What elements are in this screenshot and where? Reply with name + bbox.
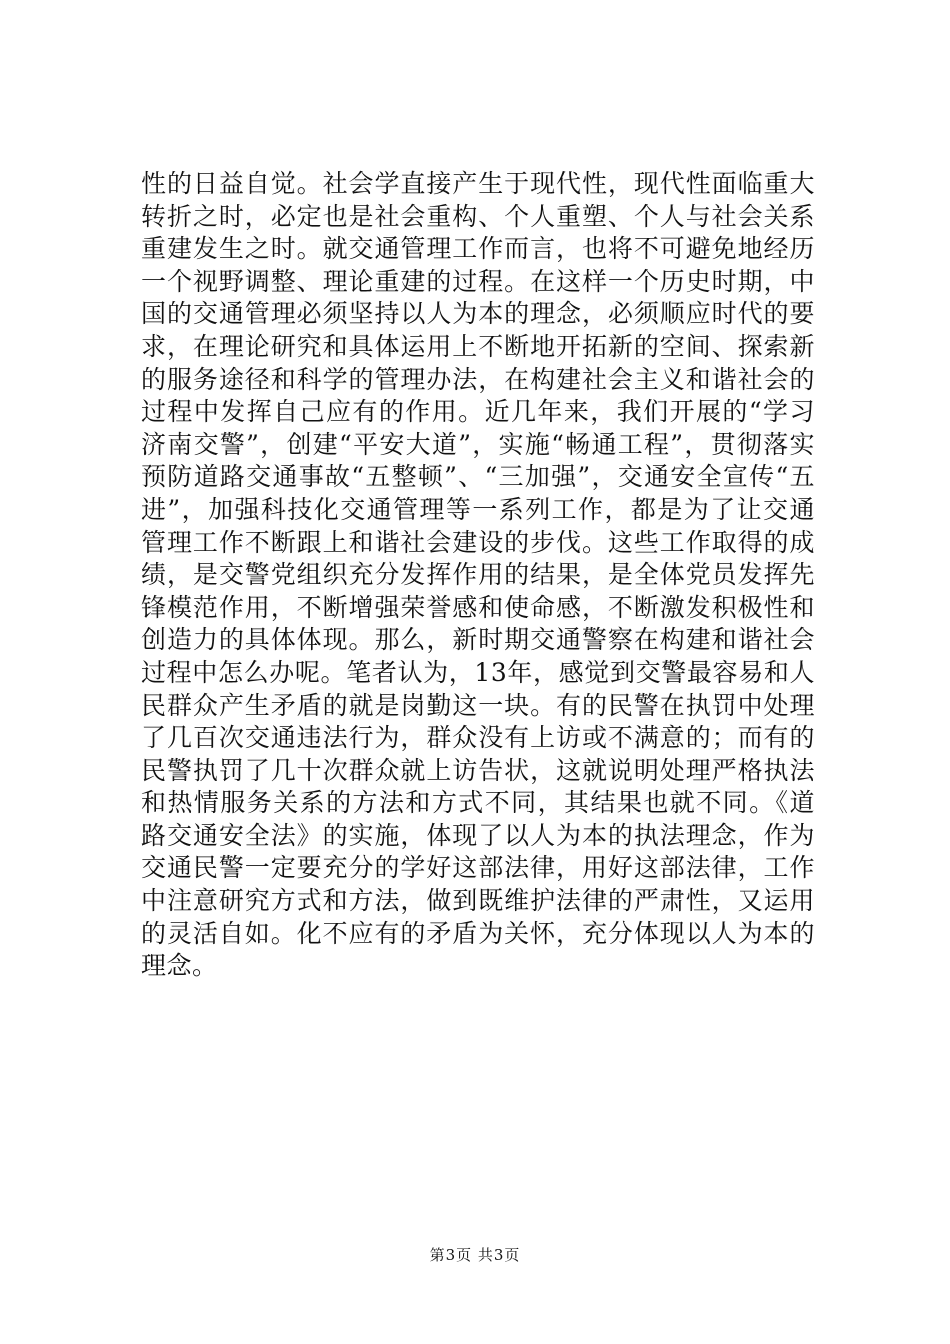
page-number-footer: 第3页 共3页 — [429, 1246, 521, 1264]
body-paragraph: 性的日益自觉。社会学直接产生于现代性，现代性面临重大转折之时，必定也是社会重构、个人重塑、个人与社会关系重建发生之时。就交通管理工作而言，也将不可避免地经历一个视野调整、理论重建的过程。在这样一个历史时期，中国的交通管理必须坚持以人为本的理念，必须顺应时代的要求，在理论研究和具体运用上不断地开拓新的空间、探索新的服务途径和科学的管理办法，在构建社会主义和谐社会的过程中发挥自己应有的作用。近几年来，我们开展的“学习济南交警”，创建“平安大道”，实施“畅通工程”，贯彻落实预防道路交通事故“五整顿”、“三加强”，交通安全宣传“五进”，加强科技化交通管理等一系列工作，都是为了让交通管理工作不断跟上和谐社会建设的步伐。这些工作取得的成绩，是交警党组织充分发挥作用的结果，是全体党员发挥先锋模范作用，不断增强荣誉感和使命感，不断激发积极性和创造力的具体体现。那么，新时期交通警察在构建和谐社会过程中怎么办呢。笔者认为，13年，感觉到交警最容易和人民群众产生矛盾的就是岗勤这一块。有的民警在执罚中处理了几百次交通违法行为，群众没有上访或不满意的；而有的民警执罚了几十次群众就上访告状，这就说明处理严格执法和热情服务关系的方法和方式不同，其结果也就不同。《道路交通安全法》的实施，体现了以人为本的执法理念，作为交通民警一定要充分的学好这部法律，用好这部法律，工作中注意研究方式和方法，做到既维护法律的严肃性，又运用的灵活自如。化不应有的矛盾为关怀，充分体现以人为本的理念。 — [141, 169, 815, 981]
